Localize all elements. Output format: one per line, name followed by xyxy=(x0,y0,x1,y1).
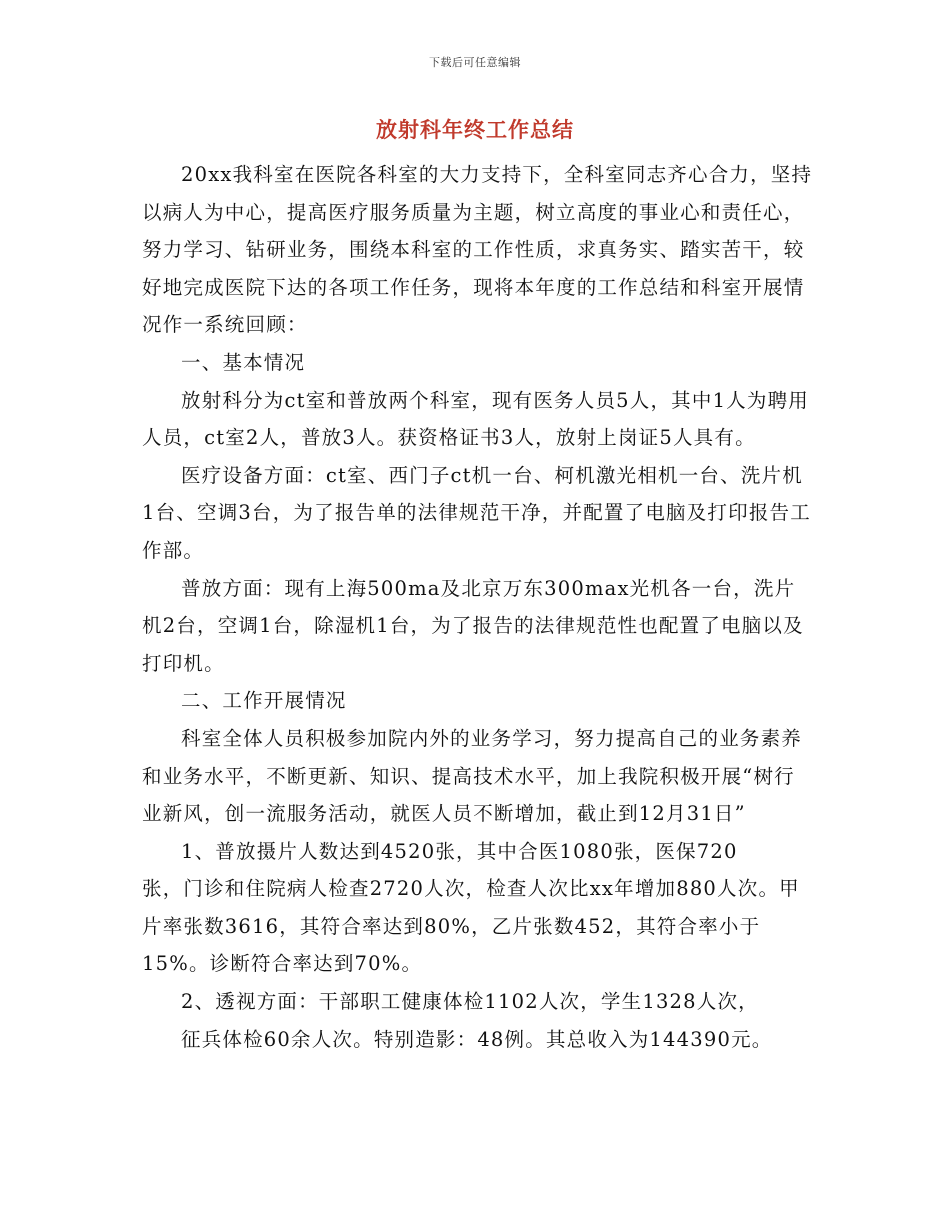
paragraph-training: 科室全体人员积极参加院内外的业务学习，努力提高自己的业务素养和业务水平，不断更新、知识、提高技术水平，加上我院积极开展“树行业新风，创一流服务活动，就医人员不断增加，截止到12月31日” xyxy=(142,726,803,826)
paragraph-equipment-xray: 普放方面：现有上海500ma及北京万东300max光机各一台，洗片机2台，空调1台，除湿机1台，为了报告的法律规范性也配置了电脑以及打印机。 xyxy=(142,576,804,675)
document-body xyxy=(142,156,814,1058)
paragraph-item-1-line: 1、普放摄片人数达到4520张，其中合医1080张，医保720 xyxy=(181,839,738,863)
paragraph-item-2-line: 2、透视方面：干部职工健康体检1102人次，学生1328人次， xyxy=(181,990,759,1014)
paragraph-staff: 放射科分为ct室和普放两个科室，现有医务人员5人，其中1人为聘用人员，ct室2人，普放3人。获资格证书3人，放射上岗证5人具有。 xyxy=(142,388,809,450)
document-title: 放射科年终工作总结 xyxy=(376,117,574,142)
paragraph-item-1-body: 张，门诊和住院病人检查2720人次，检查人次比xx年增加880人次。甲片率张数3616，其符合率达到80%，乙片张数452，其符合率小于15%。诊断符合率达到70%。 xyxy=(142,877,800,976)
header-note: 下载后可任意编辑 xyxy=(429,56,521,69)
section-heading-work: 二、工作开展情况 xyxy=(181,689,347,713)
paragraph-equipment-ct: 医疗设备方面：ct室、西门子ct机一台、柯机激光相机一台、洗片机1台、空调3台，为了报告单的法律规范干净，并配置了电脑及打印报告工作部。 xyxy=(142,463,811,562)
section-heading-basic: 一、基本情况 xyxy=(181,350,306,374)
paragraph-intro: 20xx我科室在医院各科室的大力支持下，全科室同志齐心合力，坚持以病人为中心，提高医疗服务质量为主题，树立高度的事业心和责任心，努力学习、钻研业务，围绕本科室的工作性质，求真务实、踏实苦干，较好地完成医院下达的各项工作任务，现将本年度的工作总结和科室开展情况作一系统回顾： xyxy=(142,163,813,337)
paragraph-item-2-body: 征兵体检60余人次。特别造影：48例。其总收入为144390元。 xyxy=(181,1027,773,1051)
